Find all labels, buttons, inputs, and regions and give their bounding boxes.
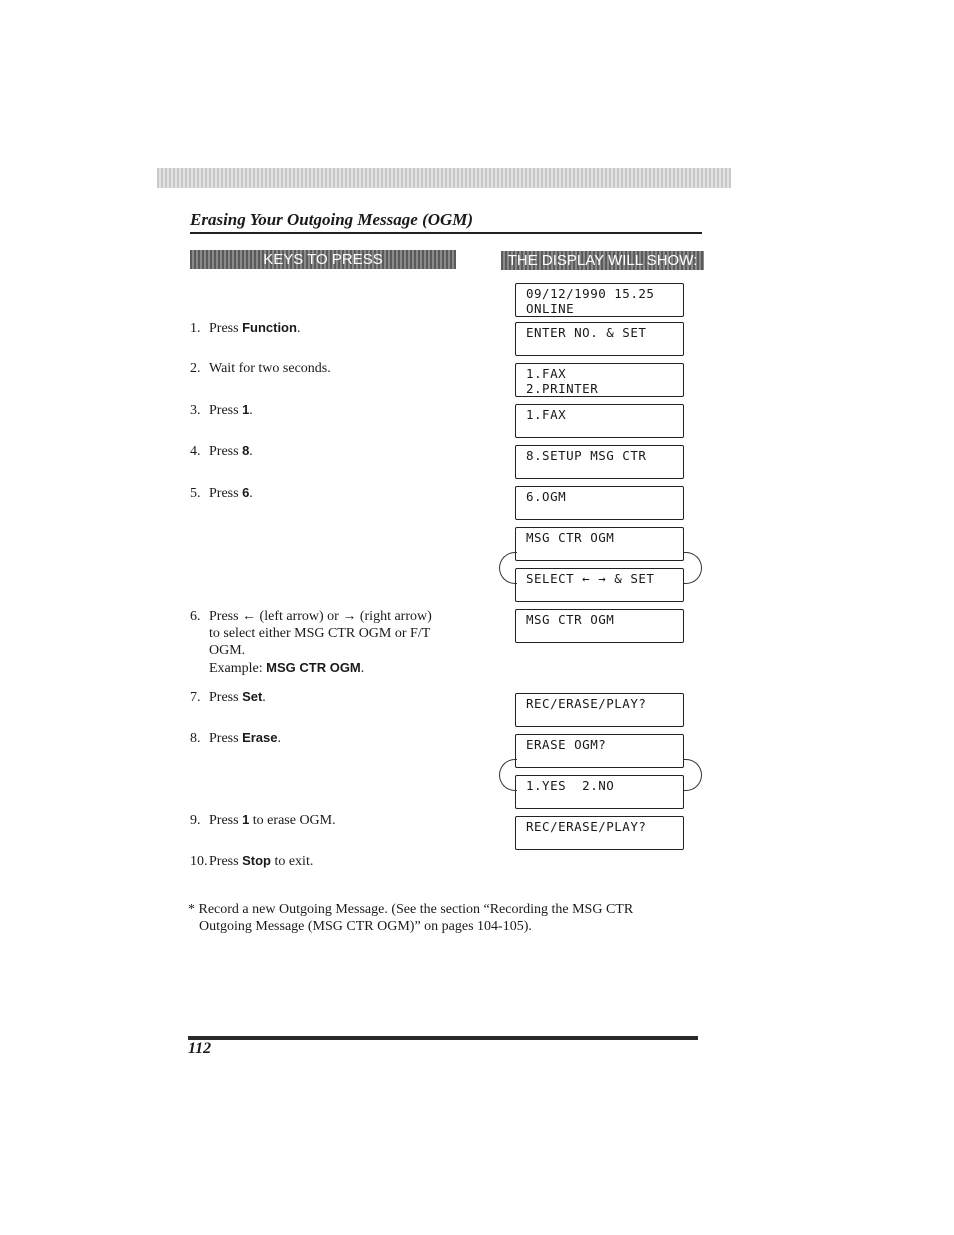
example-label: Example:	[209, 661, 267, 676]
footnote	[188, 901, 702, 935]
step-text-end: to exit.	[270, 854, 314, 869]
lcd-display-3	[515, 363, 684, 397]
lcd-display-4	[515, 404, 684, 438]
lcd-display-8	[515, 568, 684, 602]
step-4	[190, 442, 253, 460]
step-key: 6	[242, 485, 250, 500]
step-text-end: .	[262, 690, 266, 705]
step-key: Set	[242, 689, 263, 704]
step-10	[190, 852, 313, 870]
lcd-line-1: SELECT ← → & SET	[526, 571, 655, 586]
step-text-line3: OGM.	[209, 643, 246, 658]
step-text: Press	[209, 813, 243, 828]
step-7	[190, 688, 266, 706]
step-key: Stop	[242, 853, 271, 868]
lcd-line-1: 6.OGM	[526, 489, 567, 504]
step-6	[190, 608, 432, 677]
lcd-display-7	[515, 527, 684, 561]
cycle-arrow-right-icon	[684, 552, 702, 584]
step-example	[190, 659, 432, 677]
step-text: Press ← (left arrow) or → (right arrow)	[209, 609, 432, 624]
lcd-display-10	[515, 693, 684, 727]
lcd-display-9	[515, 609, 684, 643]
lcd-display-2	[515, 322, 684, 356]
lcd-display-5	[515, 445, 684, 479]
step-text: Press	[209, 854, 243, 869]
cycle-arrow-left-icon	[499, 552, 517, 584]
step-key: Function	[242, 320, 297, 335]
step-number: 2.	[190, 361, 201, 376]
lcd-line-1: 8.SETUP MSG CTR	[526, 448, 647, 463]
step-key: Erase	[242, 730, 278, 745]
keys-to-press-header: KEYS TO PRESS	[190, 250, 456, 269]
lcd-line-1: ENTER NO. & SET	[526, 325, 647, 340]
example-key: MSG CTR OGM	[266, 660, 361, 675]
footnote-line-1: * Record a new Outgoing Message. (See the section “Recording the MSG CTR	[188, 902, 634, 917]
lcd-line-1: 1.FAX	[526, 366, 567, 381]
section-title: Erasing Your Outgoing Message (OGM)	[190, 210, 474, 229]
step-number: 8.	[190, 731, 201, 746]
step-number: 7.	[190, 690, 201, 705]
step-number: 6.	[190, 609, 201, 624]
step-text: Press	[209, 444, 243, 459]
step-3	[190, 401, 253, 419]
step-text: Press	[209, 486, 243, 501]
step-key: 8	[242, 443, 250, 458]
footnote-line-2: Outgoing Message (MSG CTR OGM)” on pages 104-105).	[199, 919, 532, 934]
step-text: Press	[209, 731, 243, 746]
example-end: .	[360, 661, 365, 676]
step-number: 1.	[190, 321, 201, 336]
lcd-line-1: 1.FAX	[526, 407, 567, 422]
step-9	[190, 811, 336, 829]
top-decorative-band	[157, 168, 731, 188]
bottom-rule	[188, 1036, 698, 1040]
lcd-display-12	[515, 775, 684, 809]
lcd-line-2: 2.PRINTER	[526, 381, 599, 396]
step-key: 1	[242, 812, 250, 827]
step-5	[190, 484, 253, 502]
cycle-arrow-right-icon	[684, 759, 702, 791]
step-2	[190, 360, 331, 377]
lcd-display-13	[515, 816, 684, 850]
step-text-end: to erase OGM.	[249, 813, 336, 828]
step-text-end: .	[249, 444, 253, 459]
step-text-end: .	[296, 321, 301, 336]
lcd-line-2: ONLINE	[526, 301, 575, 316]
lcd-display-11	[515, 734, 684, 768]
lcd-display-6	[515, 486, 684, 520]
lcd-line-1: REC/ERASE/PLAY?	[526, 819, 647, 834]
lcd-line-1: MSG CTR OGM	[526, 530, 615, 545]
title-rule	[190, 232, 702, 234]
display-will-show-header: THE DISPLAY WILL SHOW:	[501, 251, 704, 270]
lcd-line-1: MSG CTR OGM	[526, 612, 615, 627]
step-text-line2: to select either MSG CTR OGM or F/T	[209, 626, 431, 641]
page-number: 112	[188, 1040, 212, 1057]
lcd-display-1	[515, 283, 684, 317]
lcd-line-1: 09/12/1990 15.25	[526, 286, 655, 301]
step-number: 10.	[190, 854, 208, 869]
step-text-end: .	[277, 731, 281, 746]
step-text: Wait for two seconds.	[209, 361, 331, 376]
lcd-line-1: REC/ERASE/PLAY?	[526, 696, 647, 711]
cycle-arrow-left-icon	[499, 759, 517, 791]
lcd-line-1: ERASE OGM?	[526, 737, 607, 752]
step-text: Press	[209, 690, 243, 705]
step-number: 5.	[190, 486, 201, 501]
step-1	[190, 319, 300, 337]
step-number: 4.	[190, 444, 201, 459]
step-number: 9.	[190, 813, 201, 828]
step-text-end: .	[249, 403, 253, 418]
step-text: Press	[209, 403, 243, 418]
step-number: 3.	[190, 403, 201, 418]
step-text: Press	[209, 321, 243, 336]
step-8	[190, 729, 281, 747]
step-text-end: .	[249, 486, 253, 501]
lcd-line-1: 1.YES 2.NO	[526, 778, 615, 793]
step-key: 1	[242, 402, 250, 417]
